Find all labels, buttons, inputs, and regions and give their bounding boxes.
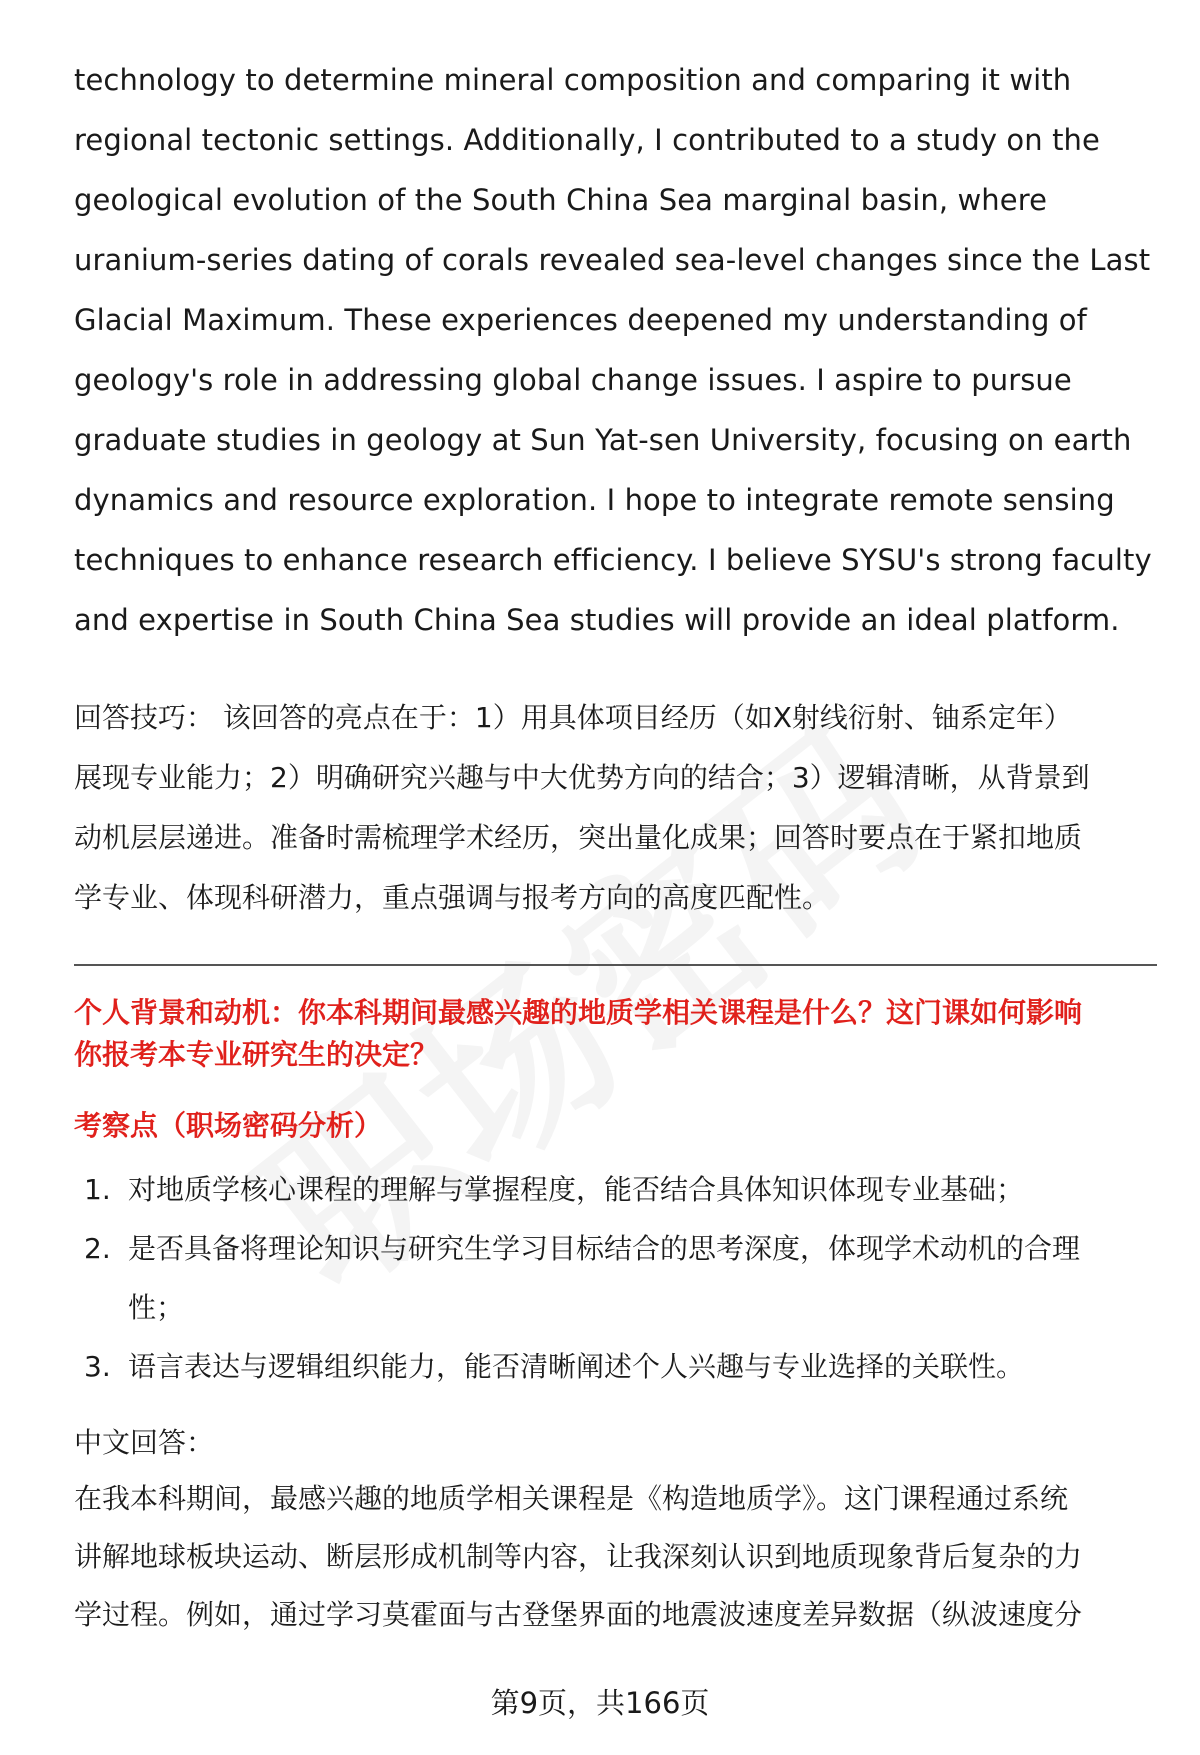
paragraph-line: and expertise in South China Sea studies will provide an ideal platform. — [74, 603, 1120, 637]
assessment-points-list — [74, 1160, 1154, 1396]
paragraph-line: dynamics and resource exploration. I hope to integrate remote sensing — [74, 483, 1115, 517]
question-heading — [74, 992, 1154, 1076]
paragraph-line: techniques to enhance research efficiency. I believe SYSU's strong faculty — [74, 543, 1152, 577]
list-item — [74, 1337, 1154, 1396]
answer-tips-paragraph — [74, 688, 1154, 928]
paragraph-line: regional tectonic settings. Additionally, I contributed to a study on the — [74, 123, 1100, 157]
document-page — [74, 50, 1154, 1644]
page-number-footer: 第9页，共166页 — [490, 1686, 710, 1720]
tips-line: 回答技巧： 该回答的亮点在于：1）用具体项目经历（如X射线衍射、铀系定年） — [74, 701, 1072, 734]
tips-line: 学专业、体现科研潜力，重点强调与报考方向的高度匹配性。 — [74, 881, 831, 914]
paragraph-line: graduate studies in geology at Sun Yat-sen University, focusing on earth — [74, 423, 1132, 457]
paragraph-line: technology to determine mineral composition and comparing it with — [74, 63, 1072, 97]
list-item-text: 对地质学核心课程的理解与掌握程度，能否结合具体知识体现专业基础； — [128, 1173, 1025, 1206]
assessment-label: 考察点（职场密码分析） — [74, 1109, 383, 1142]
list-item-text: 语言表达与逻辑组织能力，能否清晰阐述个人兴趣与专业选择的关联性。 — [128, 1350, 1025, 1383]
list-item — [74, 1219, 1154, 1337]
paragraph-line: geological evolution of the South China Sea marginal basin, where — [74, 183, 1048, 217]
paragraph-line: Glacial Maximum. These experiences deepened my understanding of — [74, 303, 1087, 337]
chinese-answer-paragraph — [74, 1470, 1154, 1644]
english-answer-paragraph — [74, 50, 1154, 650]
paragraph-line: uranium-series dating of corals revealed sea-level changes since the Last — [74, 243, 1151, 277]
question-line: 你报考本专业研究生的决定？ — [74, 1038, 439, 1071]
list-number: 1. — [84, 1173, 111, 1206]
section-divider — [74, 964, 1157, 966]
paragraph-line: geology's role in addressing global change issues. I aspire to pursue — [74, 363, 1072, 397]
answer-line: 学过程。例如，通过学习莫霍面与古登堡界面的地震波速度差异数据（纵波速度分 — [74, 1598, 1083, 1631]
list-item-text: 是否具备将理论知识与研究生学习目标结合的思考深度，体现学术动机的合理 — [128, 1232, 1081, 1265]
question-line: 个人背景和动机：你本科期间最感兴趣的地质学相关课程是什么？这门课如何影响 — [74, 996, 1083, 1029]
list-item — [74, 1160, 1154, 1219]
tips-line: 展现专业能力；2）明确研究兴趣与中大优势方向的结合；3）逻辑清晰，从背景到 — [74, 761, 1090, 794]
list-item-text: 性； — [128, 1291, 185, 1324]
chinese-answer-label: 中文回答： — [74, 1426, 215, 1459]
answer-line: 讲解地球板块运动、断层形成机制等内容，让我深刻认识到地质现象背后复杂的力 — [74, 1540, 1083, 1573]
list-number: 3. — [84, 1350, 111, 1383]
answer-line: 在我本科期间，最感兴趣的地质学相关课程是《构造地质学》。这门课程通过系统 — [74, 1482, 1069, 1515]
tips-line: 动机层层递进。准备时需梳理学术经历，突出量化成果；回答时要点在于紧扣地质 — [74, 821, 1083, 854]
list-number: 2. — [84, 1232, 111, 1265]
